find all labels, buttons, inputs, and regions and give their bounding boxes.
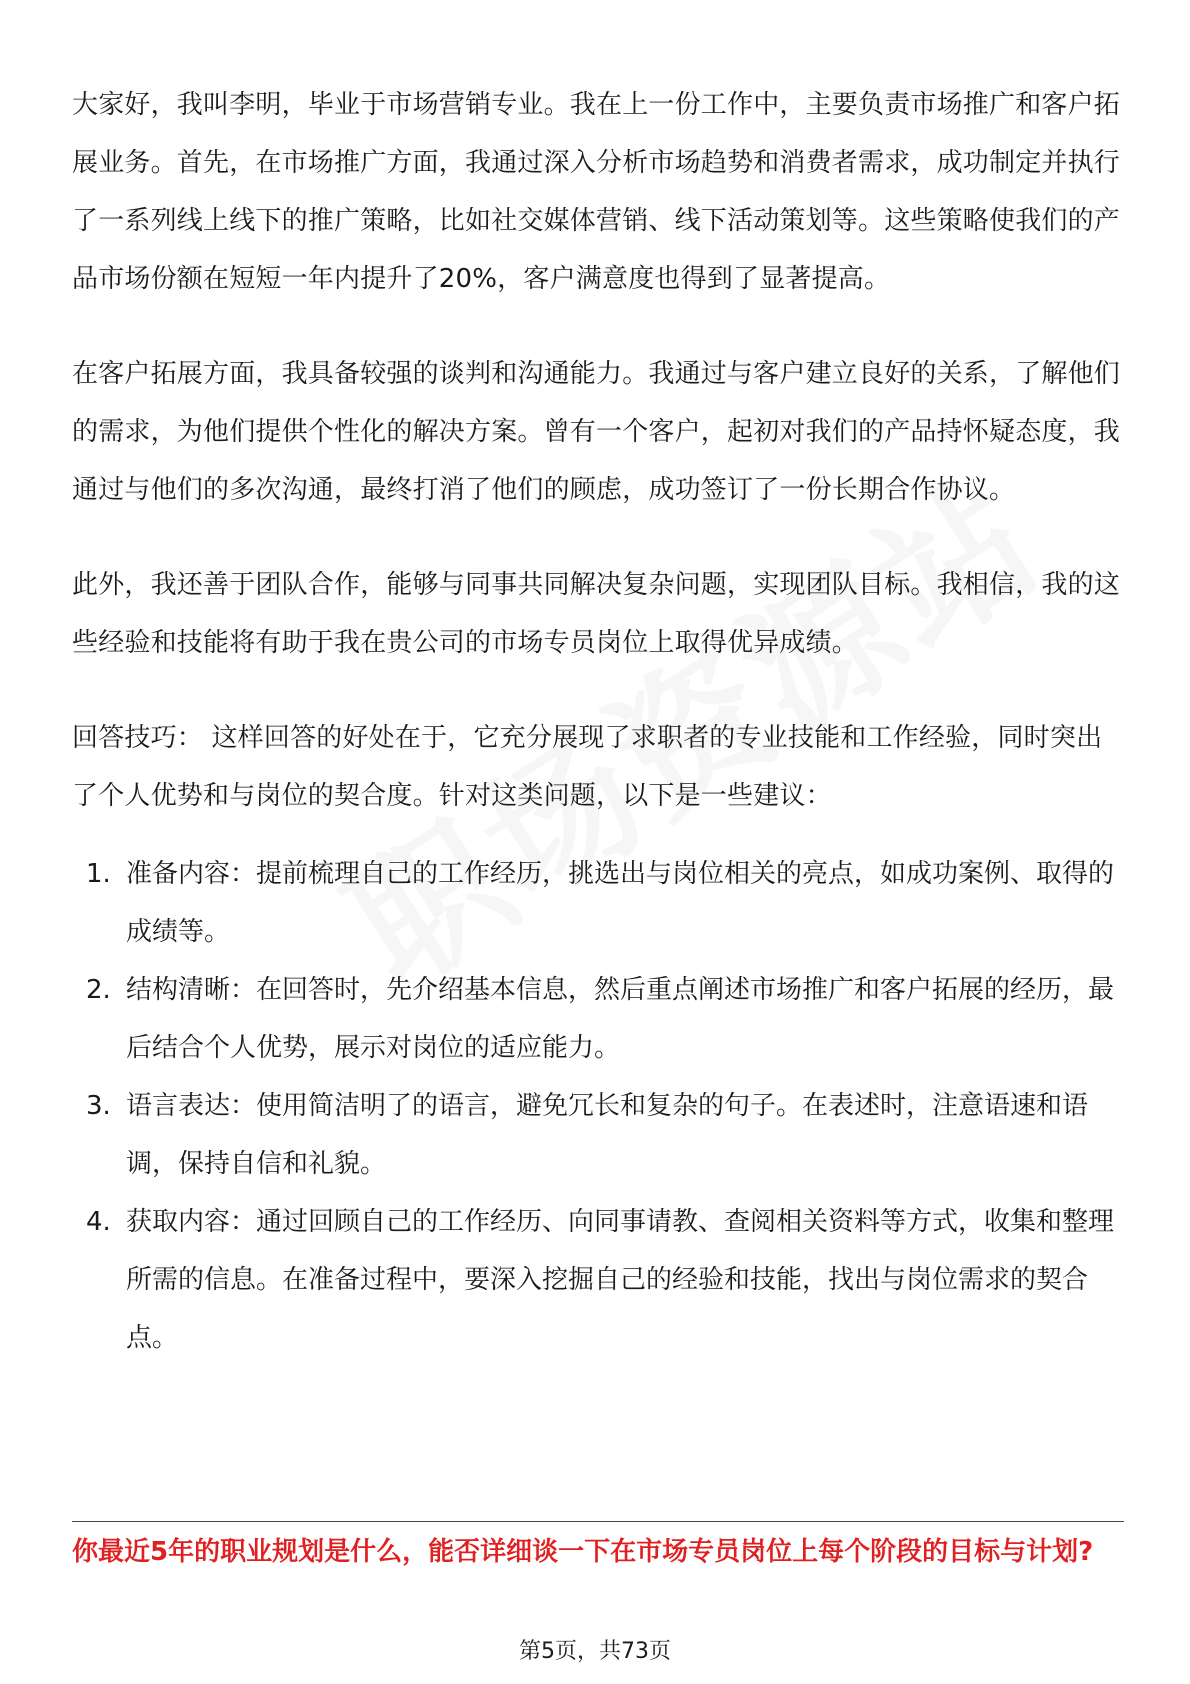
answer-content — [72, 76, 1122, 1367]
answer-paragraph-client: 在客户拓展方面，我具备较强的谈判和沟通能力。我通过与客户建立良好的关系，了解他们的需求，为他们提供个性化的解决方案。曾有一个客户，起初对我们的产品持怀疑态度，我通过与他们的多次沟通，最终打消了他们的顾虑，成功签订了一份长期合作协议。 — [72, 359, 1121, 505]
list-item — [72, 845, 1122, 961]
answer-tips-intro: 回答技巧： 这样回答的好处在于，它充分展现了求职者的专业技能和工作经验，同时突出了个人优势和与岗位的契合度。针对这类问题，以下是一些建议： — [72, 723, 1103, 811]
list-item-number: 1. — [86, 859, 111, 889]
list-item — [72, 1193, 1122, 1367]
list-item — [72, 1077, 1122, 1193]
list-item-number: 2. — [86, 975, 111, 1005]
list-item-number: 3. — [86, 1091, 111, 1121]
answer-paragraph-intro: 大家好，我叫李明，毕业于市场营销专业。我在上一份工作中，主要负责市场推广和客户拓展业务。首先，在市场推广方面，我通过深入分析市场趋势和消费者需求，成功制定并执行了一系列线上线下的推广策略，比如社交媒体营销、线下活动策划等。这些策略使我们的产品市场份额在短短一年内提升了20%，客户满意度也得到了显著提高。 — [72, 90, 1121, 294]
list-item-text: 准备内容：提前梳理自己的工作经历，挑选出与岗位相关的亮点，如成功案例、取得的成绩等。 — [126, 859, 1115, 947]
answer-paragraph-teamwork: 此外，我还善于团队合作，能够与同事共同解决复杂问题，实现团队目标。我相信，我的这些经验和技能将有助于我在贵公司的市场专员岗位上取得优异成绩。 — [72, 570, 1121, 658]
list-item-text: 获取内容：通过回顾自己的工作经历、向同事请教、查阅相关资料等方式，收集和整理所需的信息。在准备过程中，要深入挖掘自己的经验和技能，找出与岗位需求的契合点。 — [126, 1207, 1115, 1353]
page-number: 第5页，共73页 — [519, 1639, 671, 1664]
list-item-text: 结构清晰：在回答时，先介绍基本信息，然后重点阐述市场推广和客户拓展的经历，最后结合个人优势，展示对岗位的适应能力。 — [126, 975, 1115, 1063]
section-divider — [72, 1521, 1124, 1522]
list-item — [72, 961, 1122, 1077]
list-item-text: 语言表达：使用简洁明了的语言，避免冗长和复杂的句子。在表述时，注意语速和语调，保持自信和礼貌。 — [126, 1091, 1089, 1179]
next-question-heading: 你最近5年的职业规划是什么，能否详细谈一下在市场专员岗位上每个阶段的目标与计划? — [72, 1537, 1094, 1567]
tips-list — [72, 845, 1122, 1367]
list-item-number: 4. — [86, 1207, 111, 1237]
